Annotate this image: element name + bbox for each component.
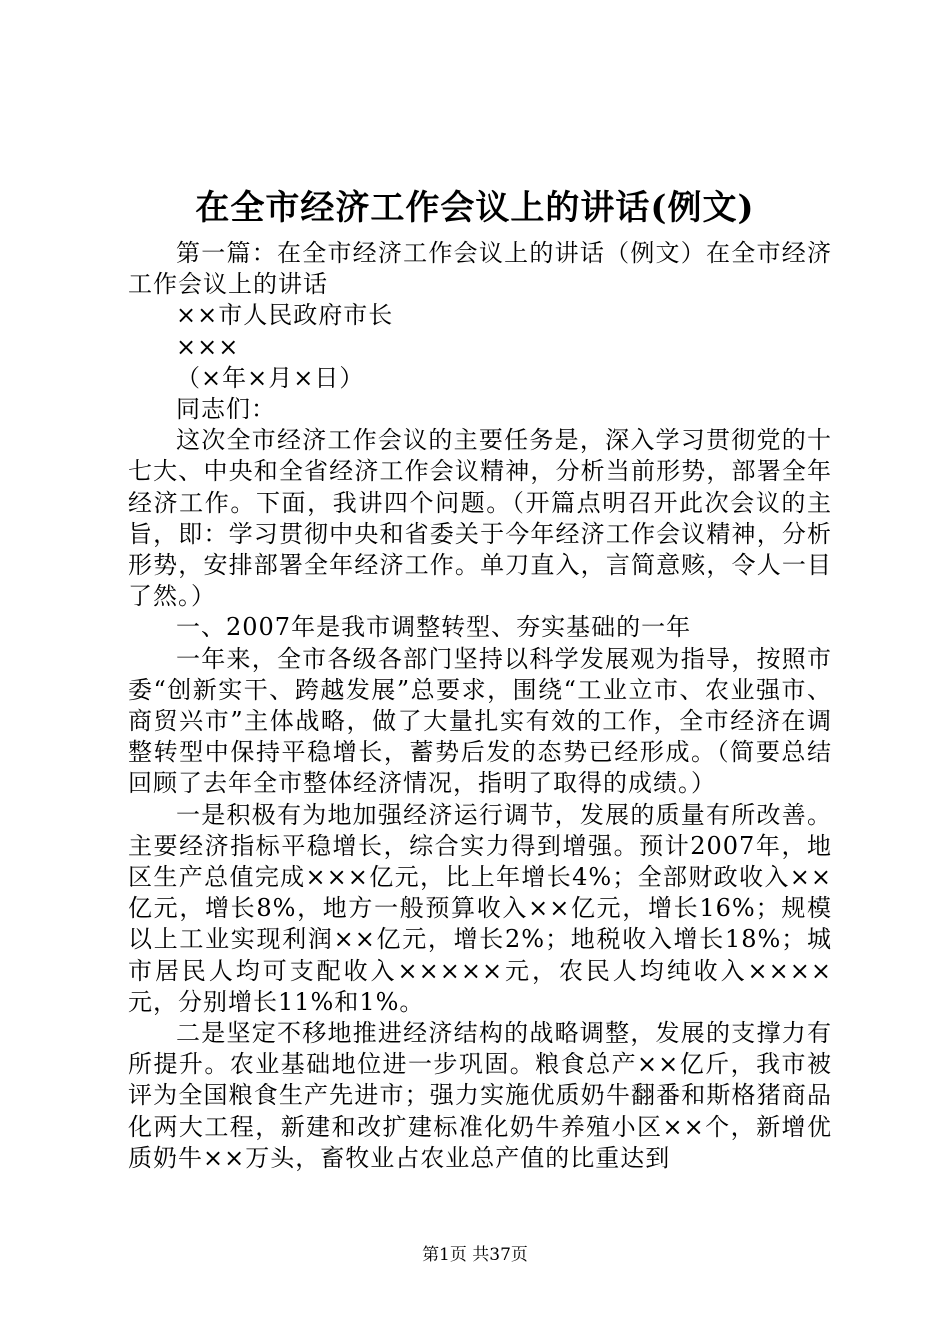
paragraph-9: 一是积极有为地加强经济运行调节，发展的质量有所改善。主要经济指标平稳增长，综合实力得到增强。预计2007年，地区生产总值完成×××亿元，比上年增长4%；全部财政收入××亿元，增长8%，地方一般预算收入××亿元，增长16%；规模以上工业实现利润××亿元，增长2%；地税收入增长18%；城市居民人均可支配收入×××××元，农民人均纯收入××××元，分别增长11%和1%。 xyxy=(128,800,832,1016)
paragraph-7: 一、2007年是我市调整转型、夯实基础的一年 xyxy=(176,613,692,642)
paragraph-6: 这次全市经济工作会议的主要任务是，深入学习贯彻党的十七大、中央和全省经济工作会议精神，分析当前形势，部署全年经济工作。下面，我讲四个问题。（开篇点明召开此次会议的主旨，即：学习贯彻中央和省委关于今年经济工作会议精神，分析形势，安排部署全年经济工作。单刀直入，言简意赅，令人一目了然。） xyxy=(128,426,832,611)
paragraph-8: 一年来，全市各级各部门坚持以科学发展观为指导，按照市委“创新实干、跨越发展”总要求，围绕“工业立市、农业强市、商贸兴市”主体战略，做了大量扎实有效的工作，全市经济在调整转型中保持平稳增长，蓄势后发的态势已经形成。（简要总结回顾了去年全市整体经济情况，指明了取得的成绩。） xyxy=(128,644,832,798)
paragraph-2: ××市人民政府市长 xyxy=(176,301,394,330)
paragraph-3: ××× xyxy=(176,332,240,361)
paragraph-5: 同志们： xyxy=(176,395,276,424)
page-footer: 第1页 共37页 xyxy=(422,1245,528,1265)
paragraph-4: （×年×月×日） xyxy=(176,363,365,392)
document-body xyxy=(128,238,832,1174)
document-title: 在全市经济工作会议上的讲话(例文) xyxy=(195,188,755,228)
paragraph-1: 第一篇：在全市经济工作会议上的讲话（例文）在全市经济工作会议上的讲话 xyxy=(128,239,832,299)
paragraph-10: 二是坚定不移地推进经济结构的战略调整，发展的支撑力有所提升。农业基础地位进一步巩固。粮食总产××亿斤，我市被评为全国粮食生产先进市；强力实施优质奶牛翻番和斯格猪商品化两大工程，新建和改扩建标准化奶牛养殖小区××个，新增优质奶牛××万头，畜牧业占农业总产值的比重达到 xyxy=(128,1019,832,1172)
